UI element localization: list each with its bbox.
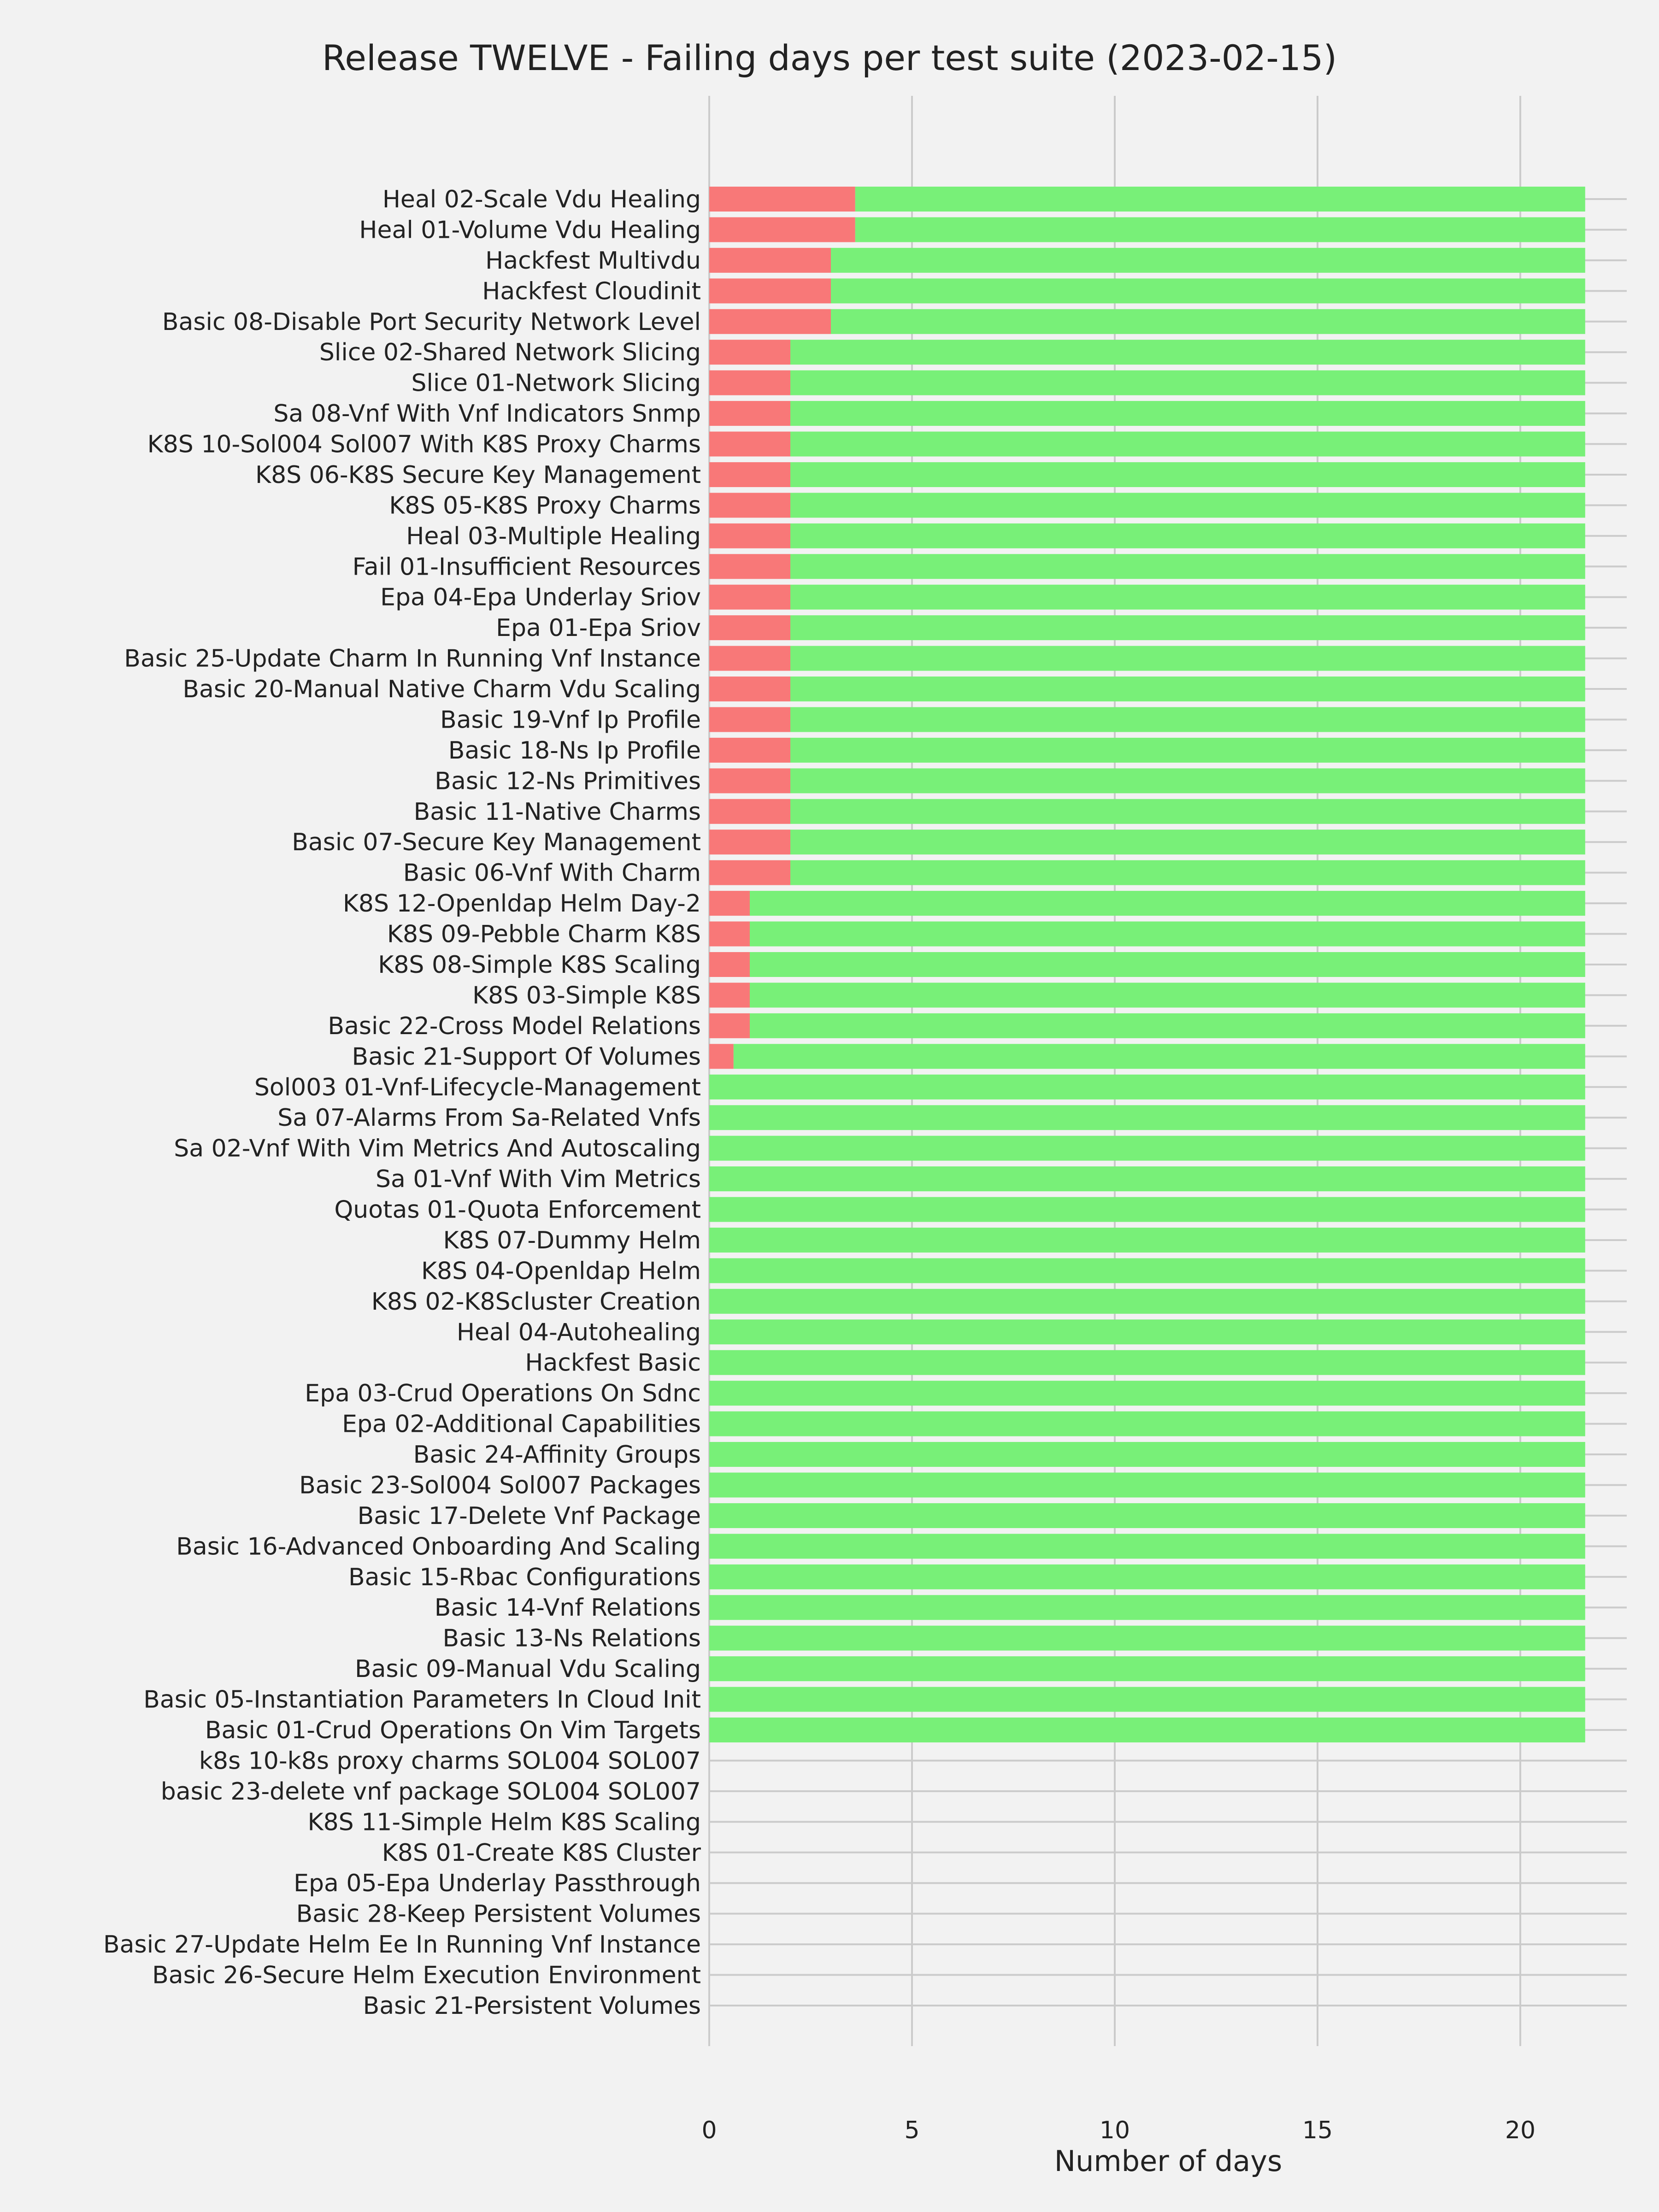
bar-pass-segment — [750, 982, 1585, 1007]
bar-fail-segment — [709, 891, 750, 916]
bar-fail-segment — [709, 707, 790, 732]
bar-pass-segment — [709, 1381, 1585, 1406]
bar-pass-segment — [709, 1319, 1585, 1344]
category-label: K8S 11-Simple Helm K8S Scaling — [307, 1808, 701, 1836]
bar-pass-segment — [750, 1013, 1585, 1038]
category-label: Sa 01-Vnf With Vim Metrics — [375, 1165, 701, 1194]
category-label: Basic 05-Instantiation Parameters In Cloud Init — [143, 1686, 701, 1714]
bar-pass-segment — [709, 1687, 1585, 1712]
category-label: Basic 21-Persistent Volumes — [363, 1992, 701, 2020]
bar-pass-segment — [709, 1166, 1585, 1191]
bar-fail-segment — [709, 1013, 750, 1038]
bar-pass-segment — [790, 524, 1585, 548]
bar-pass-segment — [750, 952, 1585, 977]
category-label: Heal 01-Volume Vdu Healing — [359, 216, 701, 244]
bar-pass-segment — [709, 1626, 1585, 1651]
bar-fail-segment — [709, 677, 790, 701]
bar-pass-segment — [831, 309, 1585, 334]
x-tick-label: 5 — [904, 2117, 920, 2144]
bar-fail-segment — [709, 340, 790, 365]
x-axis-label: Number of days — [1054, 2144, 1282, 2178]
category-label: Quotas 01-Quota Enforcement — [334, 1196, 701, 1224]
bar-pass-segment — [790, 707, 1585, 732]
category-label: Basic 06-Vnf With Charm — [403, 859, 701, 887]
bar-pass-segment — [790, 768, 1585, 793]
bar-pass-segment — [790, 401, 1585, 426]
bar-pass-segment — [709, 1595, 1585, 1620]
bar-pass-segment — [709, 1075, 1585, 1100]
bar-pass-segment — [709, 1565, 1585, 1589]
x-tick-label: 0 — [701, 2117, 717, 2144]
category-label: K8S 08-Simple K8S Scaling — [378, 951, 701, 979]
x-tick-labels — [701, 2117, 1535, 2144]
bar-fail-segment — [709, 524, 790, 548]
category-labels — [103, 186, 701, 2020]
category-label: k8s 10-k8s proxy charms SOL004 SOL007 — [199, 1747, 701, 1775]
bar-pass-segment — [709, 1412, 1585, 1436]
category-label: Heal 03-Multiple Healing — [406, 522, 701, 550]
bar-fail-segment — [709, 248, 831, 273]
bar-fail-segment — [709, 309, 831, 334]
x-tick-label: 15 — [1302, 2117, 1333, 2144]
category-label: Basic 12-Ns Primitives — [435, 767, 701, 795]
bar-fail-segment — [709, 952, 750, 977]
bar-pass-segment — [790, 432, 1585, 457]
bar-pass-segment — [790, 340, 1585, 365]
bar-fail-segment — [709, 432, 790, 457]
bar-fail-segment — [709, 860, 790, 885]
x-tick-label: 20 — [1505, 2117, 1536, 2144]
category-label: K8S 01-Create K8S Cluster — [382, 1839, 701, 1867]
category-label: Basic 24-Affinity Groups — [413, 1441, 701, 1469]
category-label: K8S 06-K8S Secure Key Management — [255, 461, 701, 489]
bar-pass-segment — [709, 1105, 1585, 1130]
bar-pass-segment — [790, 830, 1585, 854]
bar-fail-segment — [709, 371, 790, 395]
category-label: Basic 07-Secure Key Management — [292, 829, 701, 857]
bar-pass-segment — [709, 1534, 1585, 1559]
category-label: Basic 09-Manual Vdu Scaling — [354, 1655, 701, 1683]
bar-pass-segment — [709, 1197, 1585, 1222]
bar-fail-segment — [709, 462, 790, 487]
bar-pass-segment — [709, 1656, 1585, 1681]
bar-fail-segment — [709, 830, 790, 854]
category-label: K8S 05-K8S Proxy Charms — [389, 492, 701, 520]
category-label: Sa 08-Vnf With Vnf Indicators Snmp — [273, 400, 701, 428]
bar-pass-segment — [790, 462, 1585, 487]
category-label: K8S 10-Sol004 Sol007 With K8S Proxy Charms — [147, 430, 701, 459]
category-label: Hackfest Multivdu — [485, 247, 701, 275]
bar-fail-segment — [709, 493, 790, 518]
category-label: Slice 02-Shared Network Slicing — [319, 339, 701, 367]
category-label: Basic 11-Native Charms — [413, 798, 701, 826]
bar-fail-segment — [709, 554, 790, 579]
bars — [709, 187, 1585, 1742]
category-label: Slice 01-Network Slicing — [411, 369, 701, 397]
x-tick-label: 10 — [1099, 2117, 1130, 2144]
bar-pass-segment — [831, 248, 1585, 273]
bar-fail-segment — [709, 982, 750, 1007]
category-label: Basic 01-Crud Operations On Vim Targets — [205, 1717, 701, 1744]
bar-fail-segment — [709, 278, 831, 303]
bar-pass-segment — [855, 187, 1585, 212]
category-label: Heal 02-Scale Vdu Healing — [382, 186, 701, 213]
category-label: Epa 03-Crud Operations On Sdnc — [305, 1380, 701, 1408]
category-label: Basic 21-Support Of Volumes — [352, 1043, 701, 1071]
bar-fail-segment — [709, 738, 790, 763]
category-label: Epa 04-Epa Underlay Sriov — [380, 583, 701, 612]
bar-pass-segment — [734, 1044, 1585, 1069]
bar-fail-segment — [709, 615, 790, 640]
bar-pass-segment — [709, 1718, 1585, 1742]
category-label: Sa 02-Vnf With Vim Metrics And Autoscaling — [174, 1135, 701, 1163]
category-label: Epa 01-Epa Sriov — [496, 614, 701, 642]
bar-pass-segment — [790, 646, 1585, 671]
category-label: Basic 22-Cross Model Relations — [328, 1012, 701, 1040]
category-label: Basic 25-Update Charm In Running Vnf Instance — [124, 645, 701, 673]
bar-pass-segment — [790, 615, 1585, 640]
bar-fail-segment — [709, 217, 855, 242]
category-label: Basic 16-Advanced Onboarding And Scaling — [176, 1533, 701, 1561]
category-label: Basic 19-Vnf Ip Profile — [440, 706, 701, 734]
bar-fail-segment — [709, 585, 790, 610]
category-label: K8S 07-Dummy Helm — [443, 1226, 701, 1254]
category-label: Epa 05-Epa Underlay Passthrough — [294, 1870, 701, 1898]
bar-pass-segment — [790, 371, 1585, 395]
category-label: Basic 20-Manual Native Charm Vdu Scaling — [182, 676, 701, 704]
bar-pass-segment — [709, 1472, 1585, 1497]
bar-fail-segment — [709, 799, 790, 824]
category-label: Basic 18-Ns Ip Profile — [448, 736, 701, 765]
category-label: Basic 13-Ns Relations — [442, 1624, 701, 1653]
category-label: Hackfest Basic — [525, 1349, 701, 1377]
bar-pass-segment — [855, 217, 1585, 242]
bar-fail-segment — [709, 646, 790, 671]
bar-pass-segment — [790, 677, 1585, 701]
bar-pass-segment — [790, 554, 1585, 579]
category-label: K8S 09-Pebble Charm K8S — [387, 920, 701, 948]
category-label: Basic 27-Update Helm Ee In Running Vnf Instance — [103, 1931, 701, 1959]
bar-pass-segment — [709, 1350, 1585, 1375]
category-label: Basic 14-Vnf Relations — [434, 1594, 701, 1622]
bar-pass-segment — [709, 1228, 1585, 1253]
bar-fail-segment — [709, 922, 750, 947]
bar-pass-segment — [709, 1289, 1585, 1314]
bar-pass-segment — [790, 738, 1585, 763]
category-label: Sol003 01-Vnf-Lifecycle-Management — [254, 1073, 701, 1101]
chart-title: Release TWELVE - Failing days per test suite (2023-02-15) — [322, 37, 1337, 78]
bar-pass-segment — [709, 1258, 1585, 1283]
category-label: Fail 01-Insufficient Resources — [352, 553, 701, 581]
bar-pass-segment — [750, 891, 1585, 916]
bar-pass-segment — [709, 1442, 1585, 1467]
category-label: Sa 07-Alarms From Sa-Related Vnfs — [277, 1104, 701, 1132]
category-label: Basic 23-Sol004 Sol007 Packages — [299, 1471, 701, 1500]
category-label: Basic 08-Disable Port Security Network Level — [162, 308, 701, 336]
bar-fail-segment — [709, 1044, 734, 1069]
category-label: basic 23-delete vnf package SOL004 SOL007 — [160, 1777, 701, 1806]
bar-fail-segment — [709, 768, 790, 793]
bar-pass-segment — [790, 860, 1585, 885]
bar-pass-segment — [831, 278, 1585, 303]
bar-pass-segment — [790, 799, 1585, 824]
bar-pass-segment — [790, 493, 1585, 518]
category-label: Basic 15-Rbac Configurations — [348, 1563, 701, 1591]
category-label: K8S 03-Simple K8S — [472, 982, 701, 1010]
bar-pass-segment — [790, 585, 1585, 610]
bar-pass-segment — [750, 922, 1585, 947]
bar-pass-segment — [709, 1503, 1585, 1528]
bar-pass-segment — [709, 1136, 1585, 1161]
category-label: K8S 12-Openldap Helm Day-2 — [342, 890, 701, 918]
category-label: Hackfest Cloudinit — [482, 277, 701, 306]
category-label: Basic 26-Secure Helm Execution Environment — [152, 1961, 701, 1989]
category-label: K8S 04-Openldap Helm — [421, 1257, 701, 1285]
bar-fail-segment — [709, 187, 855, 212]
category-label: Epa 02-Additional Capabilities — [342, 1410, 701, 1438]
bar-fail-segment — [709, 401, 790, 426]
category-label: Heal 04-Autohealing — [456, 1318, 701, 1347]
category-label: Basic 17-Delete Vnf Package — [357, 1502, 701, 1530]
category-label: K8S 02-K8Scluster Creation — [371, 1288, 701, 1316]
category-label: Basic 28-Keep Persistent Volumes — [296, 1900, 701, 1928]
